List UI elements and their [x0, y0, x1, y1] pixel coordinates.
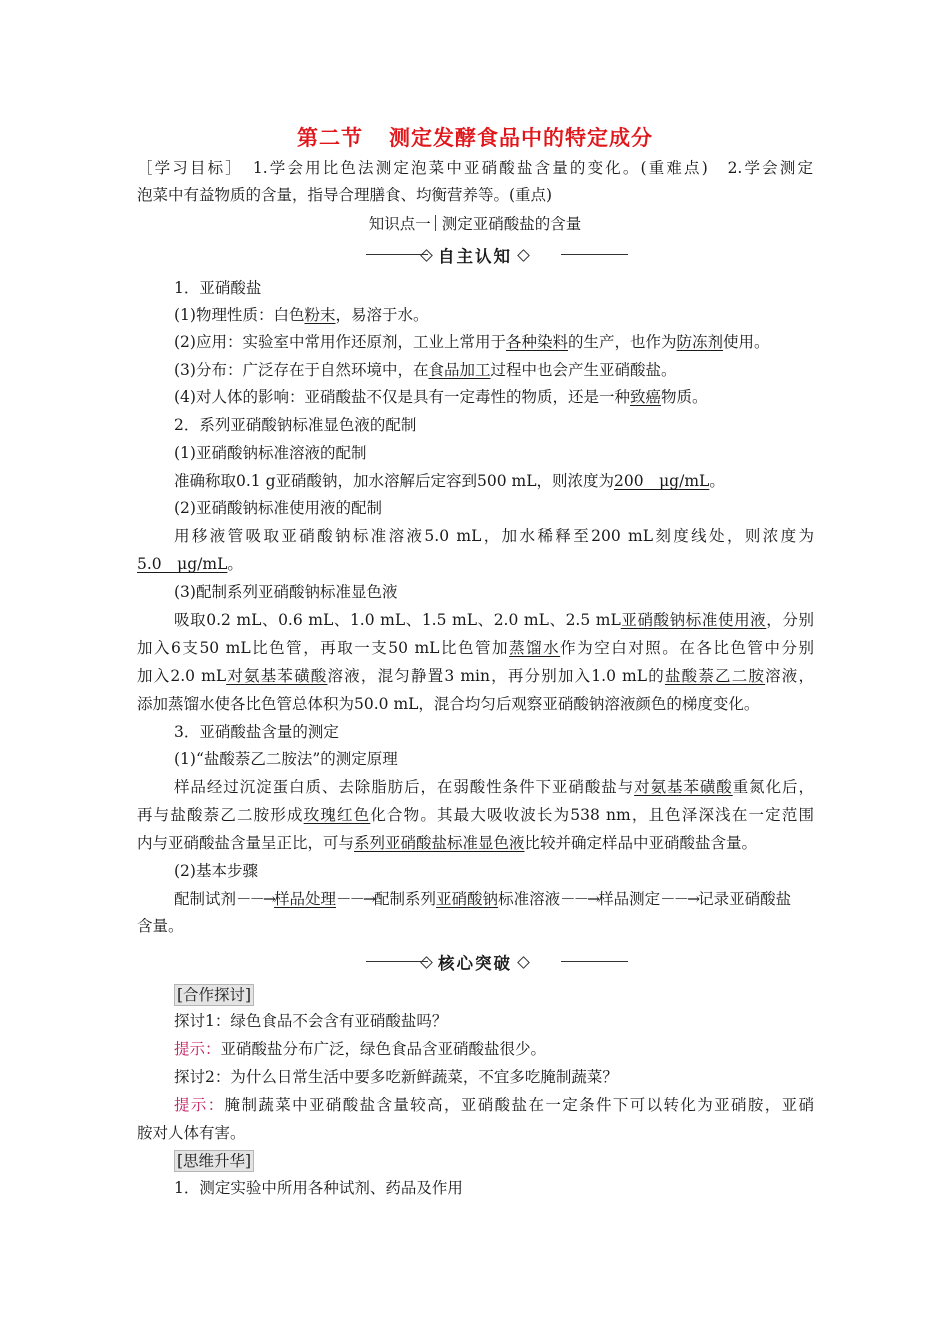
key-term: 蒸馏水 [509, 639, 561, 657]
divider [435, 215, 436, 231]
text: ，易溶于水。 [335, 306, 429, 324]
principle-line-1 [174, 777, 814, 797]
subheading-color-series: (3)配制系列亚硝酸钠标准显色液 [174, 583, 398, 601]
text: 比较并确定样品中亚硝酸盐含量。 [524, 834, 758, 852]
key-term: 5.0 μg/mL [137, 555, 228, 573]
key-term: 致癌 [629, 388, 661, 406]
text: 标准溶液 [498, 890, 561, 908]
text: 再与盐酸萘乙二胺形成 [137, 806, 304, 824]
text: 加入6支50 mL比色管，再取一支50 mL比色管加 [137, 639, 510, 657]
distribution-line [174, 360, 677, 380]
diamond-icon [420, 249, 433, 262]
discussion-tag: [合作探讨] [174, 984, 254, 1006]
summary-tag: [思维升华] [174, 1150, 254, 1172]
knowledge-point-heading [0, 212, 950, 234]
arrow-icon: －－→ [660, 890, 699, 908]
text: (1)物理性质：白色 [174, 306, 305, 324]
text: 。 [227, 555, 243, 573]
text: 过程中也会产生亚硝酸盐。 [490, 361, 677, 379]
standard-solution-line [174, 471, 725, 491]
arrow-icon: －－→ [236, 890, 275, 908]
discussion-answer-2-line-2: 胺对人体有害。 [137, 1124, 246, 1142]
key-term: 防冻剂 [676, 333, 724, 351]
key-term: 样品处理 [274, 890, 337, 908]
key-term: 玫瑰红色 [303, 806, 371, 824]
diamond-icon [517, 956, 530, 969]
subheading-principle: (1)“盐酸萘乙二胺法”的测定原理 [174, 750, 398, 768]
key-term: 亚硝酸钠 [436, 890, 499, 908]
key-term: 盐酸萘乙二胺 [664, 667, 766, 685]
knowledge-point-title: 测定亚硝酸盐的含量 [441, 215, 582, 233]
text: 加入2.0 mL [137, 667, 227, 685]
color-series-line-1 [174, 610, 814, 630]
text: 重氮化后， [732, 778, 814, 796]
text: 吸取0.2 mL、0.6 mL、1.0 mL、1.5 mL、2.0 mL、2.5 mL [174, 611, 621, 629]
arrow-icon: －－→ [560, 890, 599, 908]
text: 作为空白对照。在各比色管中分别 [560, 639, 814, 657]
application-line [174, 332, 770, 352]
text: 腌制蔬菜中亚硝酸盐含量较高，亚硝酸盐在一定条件下可以转化为亚硝胺，亚硝 [224, 1096, 814, 1114]
text: ，分别 [766, 611, 814, 629]
section-header-core-breakthrough [0, 947, 950, 977]
text: 的生产，也作为 [567, 333, 677, 351]
text: 化合物。其最大吸收波长为538 nm，且色泽深浅在一定范围 [370, 806, 814, 824]
discussion-question-1: 探讨1：绿色食品不会含有亚硝酸盐吗？ [174, 1012, 448, 1030]
section-label: 核心突破 [438, 954, 512, 973]
subheading-working-solution: (2)亚硝酸钠标准使用液的配制 [174, 499, 382, 517]
text: 内与亚硝酸盐含量呈正比，可与 [137, 834, 355, 852]
discussion-answer-2-line-1 [174, 1095, 814, 1115]
heading-measurement: 3．亚硝酸盐含量的测定 [174, 723, 339, 741]
text: (4)对人体的影响：亚硝酸盐不仅是具有一定毒性的物质，还是一种 [174, 388, 630, 406]
text: 配制系列 [374, 890, 437, 908]
color-series-line-4: 添加蒸馏水使各比色管总体积为50.0 mL，混合均匀后观察亚硝酸钠溶液颜色的梯度变化。 [137, 695, 760, 713]
subheading-steps: (2)基本步骤 [174, 862, 258, 880]
text: 溶液， [765, 667, 814, 685]
key-term: 粉末 [304, 306, 336, 324]
text: 使用。 [723, 333, 770, 351]
text: 记录亚硝酸盐 [698, 890, 792, 908]
heading-standard-solution: 2．系列亚硝酸钠标准显色液的配制 [174, 416, 417, 434]
color-series-line-2 [137, 638, 814, 658]
objectives-line-2: 泡菜中有益物质的含量，指导合理膳食、均衡营养等。(重点) [137, 186, 553, 204]
text: 。 [709, 472, 725, 490]
working-solution-line-1: 用移液管吸取亚硝酸钠标准溶液5.0 mL，加水稀释至200 mL刻度线处，则浓度为 [174, 527, 814, 545]
text: (2)应用：实验室中常用作还原剂，工业上常用于 [174, 333, 506, 351]
section-title: 测定发酵食品中的特定成分 [389, 126, 653, 150]
steps-line-2: 含量。 [137, 917, 184, 935]
text: 样品经过沉淀蛋白质、去除脂肪后，在弱酸性条件下亚硝酸盐与 [174, 778, 635, 796]
working-solution-line-2 [137, 554, 243, 574]
text: 样品测定 [598, 890, 661, 908]
effect-line [174, 387, 708, 407]
key-term: 食品加工 [428, 361, 491, 379]
hint-label: 提示： [174, 1096, 225, 1114]
text: 配制试剂 [174, 890, 237, 908]
text: (3)分布：广泛存在于自然环境中，在 [174, 361, 429, 379]
arrow-icon: －－→ [336, 890, 375, 908]
section-label: 自主认知 [438, 247, 512, 266]
key-term: 系列亚硝酸盐标准显色液 [354, 834, 525, 852]
key-term: 亚硝酸钠标准使用液 [620, 611, 767, 629]
key-term: 对氨基苯磺酸 [634, 778, 733, 796]
discussion-question-2: 探讨2：为什么日常生活中要多吃新鲜蔬菜，不宜多吃腌制蔬菜？ [174, 1068, 618, 1086]
text: 物质。 [660, 388, 708, 406]
color-series-line-3 [137, 666, 814, 686]
principle-line-3 [137, 833, 757, 853]
discussion-answer-1 [174, 1039, 546, 1059]
subheading-standard-solution: (1)亚硝酸钠标准溶液的配制 [174, 444, 367, 462]
heading-nitrite: 1．亚硝酸盐 [174, 279, 262, 297]
key-term: 200 μg/mL [614, 472, 710, 490]
hint-label: 提示： [174, 1040, 221, 1058]
diamond-icon [420, 956, 433, 969]
section-header-self-study [0, 240, 950, 270]
section-number: 第二节 [297, 126, 363, 150]
page-title [0, 122, 950, 152]
key-term: 对氨基苯磺酸 [226, 667, 328, 685]
physical-property-line [174, 305, 429, 325]
text: 准确称取0.1 g亚硝酸钠，加水溶解后定容到500 mL，则浓度为 [174, 472, 615, 490]
key-term: 各种染料 [505, 333, 568, 351]
objectives-line-1: ［学习目标］ 1.学会用比色法测定泡菜中亚硝酸盐含量的变化。(重难点) 2.学会测定 [137, 159, 813, 177]
diamond-icon [517, 249, 530, 262]
knowledge-point-prefix: 知识点一 [368, 215, 431, 233]
steps-line-1 [174, 889, 791, 909]
summary-item-1: 1．测定实验中所用各种试剂、药品及作用 [174, 1179, 463, 1197]
text: 亚硝酸盐分布广泛，绿色食品含亚硝酸盐很少。 [220, 1040, 547, 1058]
text: 溶液，混匀静置3 min，再分别加入1.0 mL的 [327, 667, 665, 685]
principle-line-2 [137, 805, 814, 825]
